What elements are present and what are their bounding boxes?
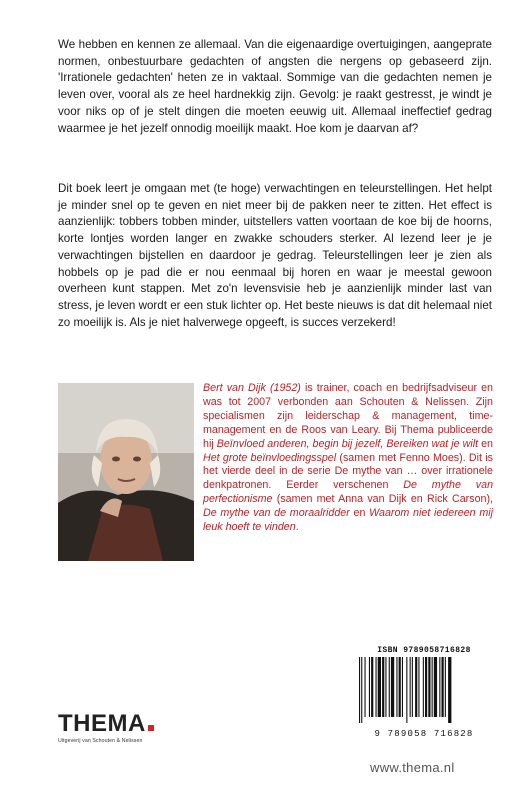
book-title: Waarom niet iedereen mij leuk hoeft te vinden	[203, 507, 493, 534]
publisher-logo	[58, 712, 154, 744]
bio-text: .	[295, 521, 299, 534]
barcode-bar	[389, 657, 390, 717]
barcode-bar	[382, 657, 384, 717]
barcode-bars	[355, 657, 493, 723]
author-name: Bert van Dijk (1952)	[203, 382, 301, 394]
barcode-bar	[412, 657, 413, 717]
book-title: De mythe van de moraalridder	[203, 507, 350, 520]
publisher-website: www.thema.nl	[370, 760, 455, 775]
intro-paragraph: We hebben en kennen ze allemaal. Van die eigenaardige overtuigingen, aangeprate normen, onbestuurbare gedachten of angsten die nergens op gebaseerd zijn. 'Irrationele gedachten' heten ze in vaktaal. Sommige van die gedachten nemen je leven over, vooral als ze heel hardnekkig zijn. Gevolg: je raakt gestresst, je windt je voor niks op of je stelt dingen die moeten eeuwig uit. Allemaal ineffectief gedrag waarmee je het jezelf onnodig moeilijk maakt. Hoe kom je daarvan af?	[58, 38, 492, 135]
logo-subtitle: Uitgeverij van Schouten & Nelissen	[58, 738, 143, 744]
barcode-bar	[428, 657, 430, 717]
barcode-bar	[448, 657, 451, 723]
barcode-bar	[359, 657, 360, 723]
barcode-bar	[376, 657, 377, 717]
barcode	[355, 646, 493, 741]
barcode-bar	[415, 657, 417, 717]
barcode-bar	[365, 657, 366, 717]
author-bio	[203, 382, 493, 535]
barcode-bar	[406, 657, 407, 723]
barcode-bar	[361, 657, 362, 723]
bio-text: (samen met Fenno Moes). Dit is het vierde deel in de serie De mythe van … over irrationele denkpatronen. Eerder verschenen	[203, 451, 493, 492]
bio-text: is trainer, coach en bedrijfsadviseur en was tot 2007 verbonden aan Schouten & Nelissen. Zijn specialismen zijn leiderschap & management, time-management en de Roos van Leary. Bij Thema publiceerde hij	[203, 382, 493, 450]
bio-text: en	[478, 437, 494, 450]
barcode-bar	[445, 657, 446, 717]
isbn-label: ISBN 9789058716828	[377, 646, 471, 655]
barcode-bar	[396, 657, 397, 717]
barcode-bar	[425, 657, 427, 717]
logo-dot-icon	[148, 725, 154, 731]
logo-wordmark: THEMA	[58, 710, 146, 737]
barcode-bar	[385, 657, 386, 717]
bio-text: (samen met Anna van Dijk en Rick Carson),	[272, 493, 493, 506]
barcode-bar	[399, 657, 401, 717]
barcode-bar	[410, 657, 411, 717]
barcode-bar	[439, 657, 440, 717]
bio-text: en	[349, 507, 370, 520]
barcode-bar	[391, 657, 394, 717]
barcode-bar	[434, 657, 437, 717]
barcode-bar	[418, 657, 419, 717]
barcode-bar	[369, 657, 370, 717]
barcode-bar	[442, 657, 444, 717]
barcode-bar	[371, 657, 373, 717]
author-photo	[58, 383, 194, 561]
barcode-bar	[423, 657, 424, 717]
barcode-bar	[378, 657, 381, 717]
barcode-bar	[432, 657, 433, 717]
summary-paragraph: Dit boek leert je omgaan met (te hoge) verwachtingen en teleurstellingen. Het helpt je minder snel op te geven en niet meer bij de pakken neer te zitten. Het effect is aanzienlijk: tobbers tobben minder, uitstellers vatten voortaan de koe bij de hoorns, korte lontjes worden langer en zwakke schouders sterker. Al lezend leer je je verwachtingen bijstellen en daardoor je gedrag. Teleurstellingen leer je zien als hobbels op je pad die er nou eenmaal bij horen en waar je meestal gewoon overheen kunt stappen. Met zo'n levensvisie heb je aanzienlijk minder last van stress, je leven wordt er een stuk lichter op. Het beste nieuws is dat dit helemaal niet zo moeilijk is. Als je niet halverwege opgeeft, is succes verzekerd!	[58, 182, 492, 329]
book-title: Beïnvloed anderen, begin bij jezelf, Bereiken wat je wilt	[216, 437, 479, 450]
barcode-bar	[402, 657, 403, 717]
ean-digits: 9 789058 716828	[374, 729, 474, 739]
book-title: De mythe van perfectionisme	[203, 479, 494, 506]
book-title: Het grote beïnvloedingsspel	[203, 451, 337, 464]
